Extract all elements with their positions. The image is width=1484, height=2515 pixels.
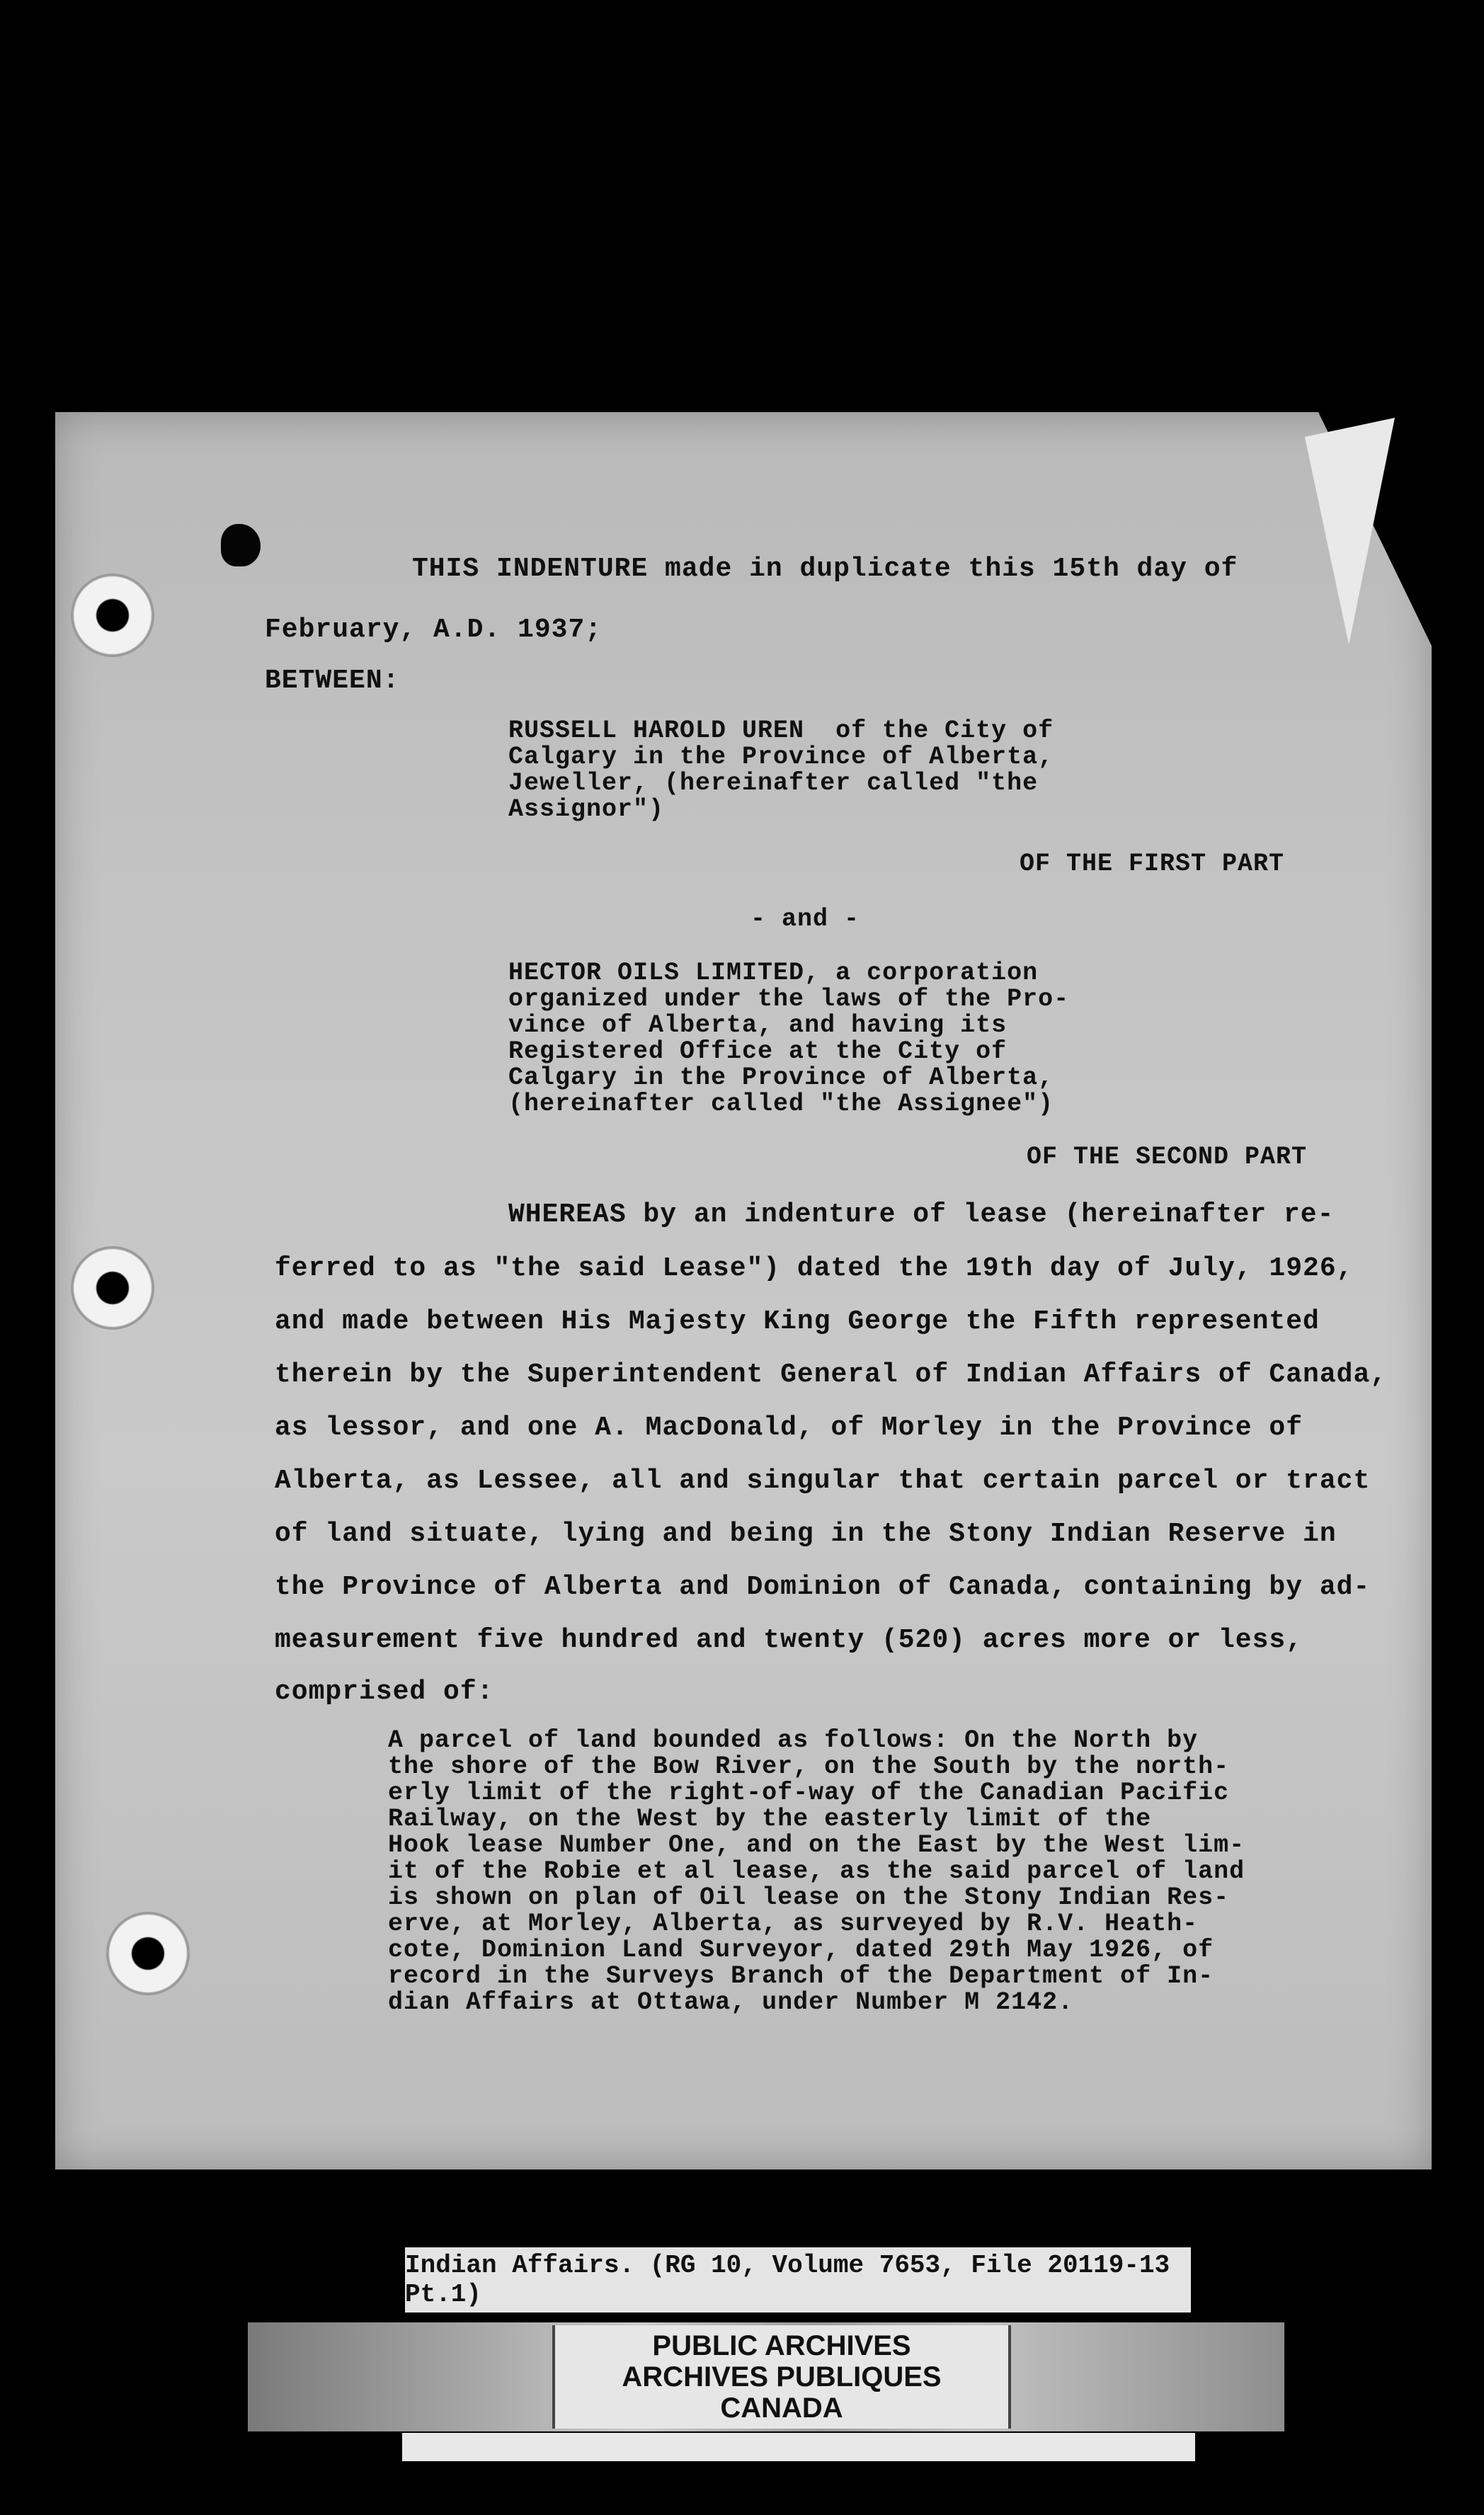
assignee-line: (hereinafter called "the Assignee") [508, 1090, 1054, 1118]
archive-stamp [552, 2325, 1011, 2429]
assignee-line: organized under the laws of the Pro- [508, 985, 1070, 1013]
assignee-line: HECTOR OILS LIMITED, a corporation [508, 959, 1039, 987]
whereas-line: ferred to as "the said Lease") dated the 19th day of July, 1926, [275, 1253, 1354, 1284]
whereas-line: as lessor, and one A. MacDonald, of Morley in the Province of [275, 1413, 1303, 1443]
whereas-line: measurement five hundred and twenty (520) acres more or less, [275, 1625, 1303, 1655]
parcel-line: the shore of the Bow River, on the South by the north- [388, 1752, 1230, 1781]
ink-blot [221, 524, 261, 566]
parcel-line: Railway, on the West by the easterly limit of the [388, 1805, 1152, 1833]
whereas-line: the Province of Alberta and Dominion of Canada, containing by ad- [275, 1572, 1371, 1602]
indenture-date: February, A.D. 1937; [265, 615, 603, 645]
archive-reference: Indian Affairs. (RG 10, Volume 7653, File 20119-13 Pt.1) [405, 2251, 1170, 2309]
parcel-line: dian Affairs at Ottawa, under Number M 2142. [388, 1988, 1074, 2017]
parcel-line: A parcel of land bounded as follows: On the North by [388, 1726, 1199, 1755]
parcel-line: is shown on plan of Oil lease on the Stony Indian Res- [388, 1883, 1230, 1912]
stamp-line: PUBLIC ARCHIVES [652, 2330, 911, 2361]
indenture-opening: THIS INDENTURE made in duplicate this 15th day of [412, 554, 1238, 584]
second-part-label: OF THE SECOND PART [1027, 1143, 1308, 1171]
stamp-line: CANADA [720, 2393, 843, 2424]
parcel-line: erly limit of the right-of-way of the Canadian Pacific [388, 1779, 1230, 1807]
assignor-line: Jeweller, (hereinafter called "the [508, 769, 1039, 797]
parcel-line: cote, Dominion Land Surveyor, dated 29th May 1926, of [388, 1936, 1214, 1964]
assignor-line: RUSSELL HAROLD UREN of the City of [508, 717, 1054, 745]
assignee-line: Calgary in the Province of Alberta, [508, 1063, 1054, 1092]
punch-hole-top [71, 574, 154, 657]
whereas-line: of land situate, lying and being in the Stony Indian Reserve in [275, 1519, 1337, 1549]
archive-reference-strip [405, 2247, 1191, 2312]
stamp-line: ARCHIVES PUBLIQUES [622, 2361, 942, 2393]
assignor-line: Calgary in the Province of Alberta, [508, 743, 1054, 771]
parcel-line: Hook lease Number One, and on the East by the West lim- [388, 1831, 1245, 1859]
between-label: BETWEEN: [265, 666, 400, 696]
film-edge [402, 2433, 1195, 2461]
parcel-line: erve, at Morley, Alberta, as surveyed by R.V. Heath- [388, 1910, 1199, 1938]
parcel-line: record in the Surveys Branch of the Department of In- [388, 1962, 1214, 1990]
whereas-line: and made between His Majesty King George the Fifth represented [275, 1306, 1320, 1337]
assignee-line: vince of Alberta, and having its [508, 1011, 1008, 1039]
assignee-line: Registered Office at the City of [508, 1037, 1008, 1066]
whereas-line: WHEREAS by an indenture of lease (hereinafter re- [508, 1199, 1335, 1230]
punch-hole-bottom [106, 1912, 190, 1995]
punch-hole-middle [71, 1246, 154, 1330]
whereas-line: comprised of: [275, 1677, 494, 1707]
parcel-line: it of the Robie et al lease, as the said parcel of land [388, 1857, 1245, 1886]
whereas-line: Alberta, as Lessee, all and singular that certain parcel or tract [275, 1466, 1371, 1496]
assignor-line: Assignor") [508, 795, 665, 823]
and-separator: - and - [750, 905, 860, 933]
whereas-line: therein by the Superintendent General of Indian Affairs of Canada, [275, 1359, 1388, 1390]
first-part-label: OF THE FIRST PART [1020, 850, 1285, 878]
